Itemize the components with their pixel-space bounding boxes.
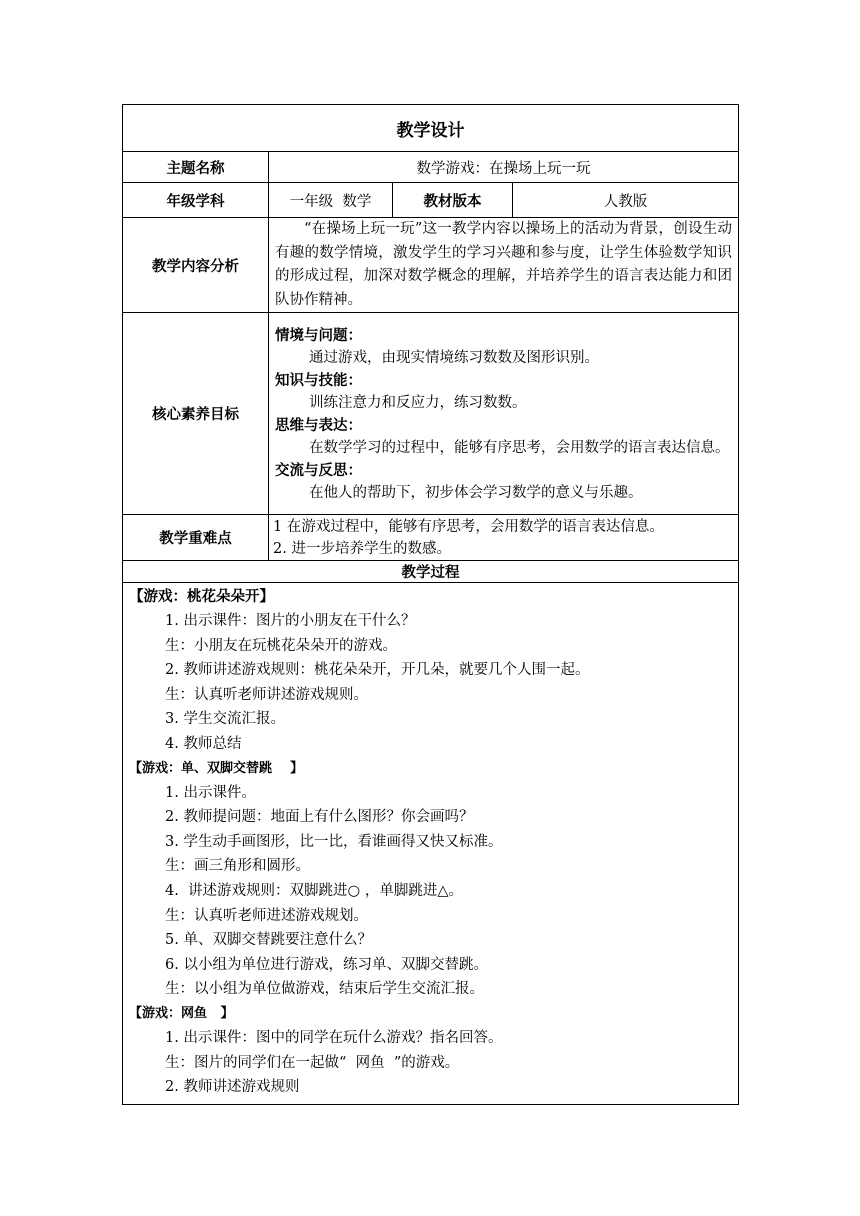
process-heading: 教学过程 bbox=[123, 561, 739, 583]
goal-body: 通过游戏，由现实情境练习数数及图形识别。 bbox=[309, 350, 599, 366]
process-line: 1. 出示课件：图中的同学在玩什么游戏？指名回答。 bbox=[165, 1029, 503, 1046]
process-line: 生：图片的同学们在一起做“ 网鱼 ”的游戏。 bbox=[165, 1054, 460, 1071]
process-line: 1. 出示课件。 bbox=[165, 784, 256, 801]
lesson-plan bbox=[122, 104, 738, 1105]
process-line: 3. 学生交流汇报。 bbox=[165, 711, 285, 728]
process-line: 4. 讲述游戏规则：双脚跳进○ ，单脚跳进△。 bbox=[165, 882, 463, 899]
process-line: 1. 出示课件：图片的小朋友在干什么？ bbox=[165, 613, 416, 629]
topic-value: 数学游戏：在操场上玩一玩 bbox=[269, 152, 739, 183]
edition-value: 人教版 bbox=[513, 183, 739, 218]
goals-label: 核心素养目标 bbox=[123, 313, 269, 515]
goal-body: 在他人的帮助下，初步体会学习数学的意义与乐趣。 bbox=[309, 485, 643, 501]
analysis-text: “在操场上玩一玩”这一教学内容以操场上的活动为背景，创设生动有趣的数学情境，激发学生的学习兴趣和参与度，让学生体验数学知识的形成过程，加深对数学概念的理解，并培养学生的语言表达能力和团队协作精神。 bbox=[275, 221, 732, 308]
key-line: 2. 进一步培养学生的数感。 bbox=[273, 540, 451, 557]
process-line: 6. 以小组为单位进行游戏，练习单、双脚交替跳。 bbox=[165, 956, 488, 973]
grade-label: 年级学科 bbox=[123, 183, 269, 218]
edition-label: 教材版本 bbox=[393, 183, 513, 218]
game-title: 【游戏：网鱼 】 bbox=[129, 1005, 234, 1021]
process-line: 生：认真听老师进述游戏规划。 bbox=[165, 907, 368, 924]
goal-heading: 情境与问题： bbox=[275, 327, 362, 344]
key-cell bbox=[269, 515, 739, 561]
process-line: 5. 单、双脚交替跳要注意什么？ bbox=[165, 932, 372, 949]
analysis-cell bbox=[269, 218, 739, 313]
key-line: 1 在游戏过程中，能够有序思考，会用数学的语言表达信息。 bbox=[273, 518, 664, 535]
goals-cell bbox=[269, 313, 739, 515]
game-title: 【游戏：桃花朵朵开】 bbox=[129, 589, 274, 605]
lesson-plan-table bbox=[122, 104, 739, 1105]
process-line: 2. 教师讲述游戏规则 bbox=[165, 1079, 300, 1096]
topic-label: 主题名称 bbox=[123, 152, 269, 183]
process-line: 生：画三角形和圆形。 bbox=[165, 858, 310, 875]
analysis-label: 教学内容分析 bbox=[123, 218, 269, 313]
goal-heading: 知识与技能： bbox=[275, 372, 362, 389]
process-line: 生：小朋友在玩桃花朵朵开的游戏。 bbox=[165, 637, 397, 654]
process-line: 3. 学生动手画图形，比一比，看谁画得又快又标准。 bbox=[165, 833, 503, 850]
goal-heading: 交流与反思： bbox=[275, 462, 362, 479]
process-cell bbox=[123, 583, 739, 1105]
key-label: 教学重难点 bbox=[123, 515, 269, 561]
document-title: 教学设计 bbox=[123, 105, 739, 152]
process-line: 4. 教师总结 bbox=[165, 735, 242, 752]
goal-body: 在数学学习的过程中，能够有序思考，会用数学的语言表达信息。 bbox=[309, 440, 730, 456]
process-line: 2. 教师讲述游戏规则：桃花朵朵开，开几朵，就要几个人围一起。 bbox=[165, 662, 590, 679]
process-line: 2. 教师提问题：地面上有什么图形？你会画吗？ bbox=[165, 809, 474, 826]
grade-value: 一年级 数学 bbox=[269, 183, 393, 218]
goal-heading: 思维与表达： bbox=[275, 417, 362, 434]
goal-body: 训练注意力和反应力，练习数数。 bbox=[309, 395, 527, 411]
game-title: 【游戏：单、双脚交替跳 】 bbox=[129, 760, 304, 776]
process-line: 生：认真听老师讲述游戏规则。 bbox=[165, 686, 368, 703]
process-line: 生：以小组为单位做游戏，结束后学生交流汇报。 bbox=[165, 981, 484, 998]
